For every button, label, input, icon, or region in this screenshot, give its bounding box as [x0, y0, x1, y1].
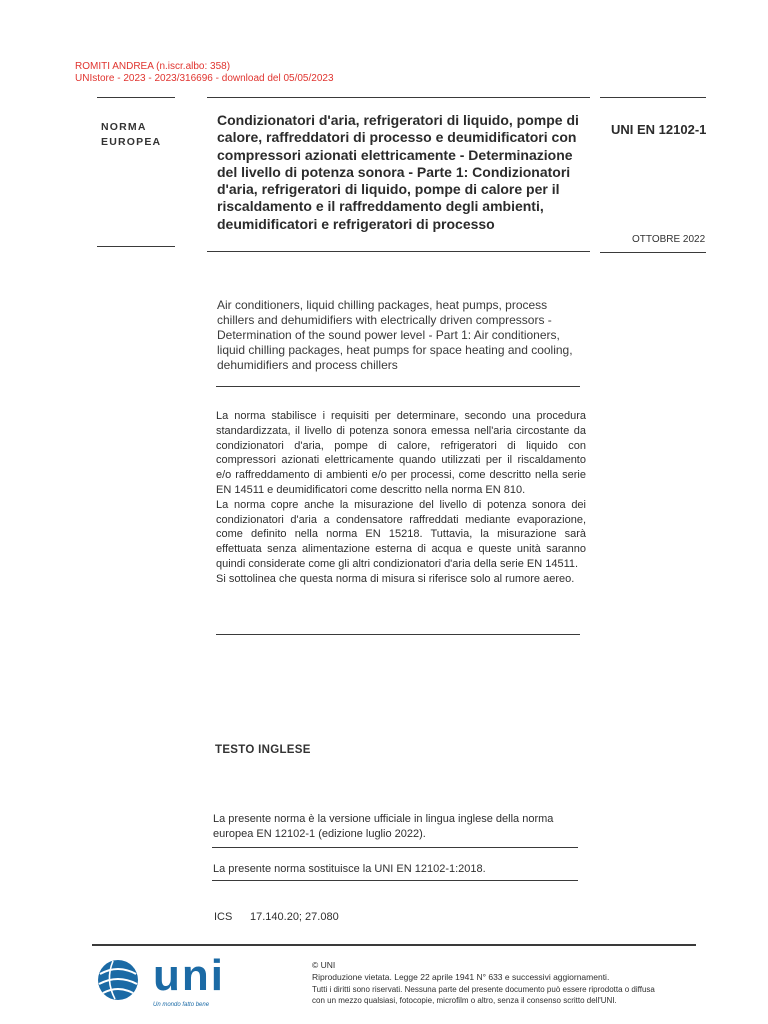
english-title: Air conditioners, liquid chilling packages, heat pumps, process chillers and dehumidifiers with electrically driven compressors - Determination of the sound power level - Part 1: Air conditioners, liquid chilling packages, heat pumps for space heating and cooling, dehumidifiers and process chillers	[217, 298, 573, 372]
abstract-paragraph-3: Si sottolinea che questa norma di misura si riferisce solo al rumore aereo.	[216, 572, 575, 585]
ics-value: 17.140.20; 27.080	[250, 911, 339, 923]
header-rule-center	[207, 97, 590, 98]
document-title: Condizionatori d'aria, refrigeratori di liquido, pompe di calore, raffreddatori di processo e deumidificatori con compressori azionati elettricamente - Determinazione del livello di potenza sonora - Parte 1: Condizionatori d'aria, refrigeratori di liquido, pompe di calore per il riscaldamento e il raffreddamento degli ambienti, deumidificatori e refrigeratori di processo	[217, 112, 579, 232]
standard-code: UNI EN 12102-1	[611, 122, 707, 137]
abstract	[216, 409, 586, 587]
logo-tagline: Un mondo fatto bene	[153, 1002, 210, 1008]
note1-rule	[212, 847, 578, 848]
copyright-line-3: Tutti i diritti sono riservati. Nessuna parte del presente documento può essere riprodotta o diffusa	[312, 984, 655, 994]
uni-logo	[95, 951, 235, 1016]
language-label: TESTO INGLESE	[215, 744, 311, 756]
copyright-symbol-line: © UNI	[312, 960, 336, 970]
official-version-note: La presente norma è la versione ufficiale in lingua inglese della norma europea EN 12102-1 (edizione luglio 2022).	[213, 813, 554, 840]
title-rule-right	[600, 252, 706, 253]
ics-label: ICS	[214, 911, 233, 923]
watermark-line-2: UNIstore - 2023 - 2023/316696 - download del 05/05/2023	[75, 73, 334, 84]
abstract-paragraph-2: La norma copre anche la misurazione del livello di potenza sonora dei condizionatori d'aria a condensatore raffreddati mediante evaporazione, come definito nella norma EN 15218. Tuttavia, la misurazione sarà effettuata senza alimentazione esterna di acqua e queste unità saranno quindi considerate come gli altri condizionatori d'aria della serie EN 14511.	[216, 498, 586, 570]
footer-rule	[92, 944, 696, 946]
note2-rule	[212, 880, 578, 881]
copyright-line-4: con un mezzo qualsiasi, fotocopie, microfilm o altro, senza il consenso scritto dell'UNI.	[312, 996, 617, 1006]
header-rule-right	[600, 97, 706, 98]
watermark-line-1: ROMITI ANDREA (n.iscr.albo: 358)	[75, 61, 231, 72]
document-type-label	[101, 120, 161, 150]
header-rule-left	[97, 97, 175, 98]
title-rule-left	[97, 246, 175, 247]
replacement-note: La presente norma sostituisce la UNI EN 12102-1:2018.	[213, 863, 486, 875]
copyright-notice	[312, 960, 712, 1007]
title-rule-center	[207, 251, 590, 252]
download-watermark	[75, 61, 334, 85]
logo-wordmark: uni	[153, 951, 225, 1000]
document-type-line-2: EUROPEA	[101, 136, 162, 148]
abstract-paragraph-1: La norma stabilisce i requisiti per determinare, secondo una procedura standardizzata, il livello di potenza sonora emessa nell'aria circostante da condizionatori d'aria, pompe di calore, refrigeratori di liquido con compressori azionati elettricamente quando utilizzati per il riscaldamento e/o raffreddamento di ambienti e/o per processi, come descritto nella serie EN 14511 e deumidificatori come descritto nella norma EN 810.	[216, 410, 586, 496]
document-type-line-1: NORMA	[101, 121, 147, 133]
copyright-line-2: Riproduzione vietata. Legge 22 aprile 1941 N° 633 e successivi aggiornamenti.	[312, 971, 610, 982]
english-title-rule	[216, 386, 580, 387]
abstract-rule	[216, 634, 580, 635]
publication-date: OTTOBRE 2022	[632, 234, 706, 245]
